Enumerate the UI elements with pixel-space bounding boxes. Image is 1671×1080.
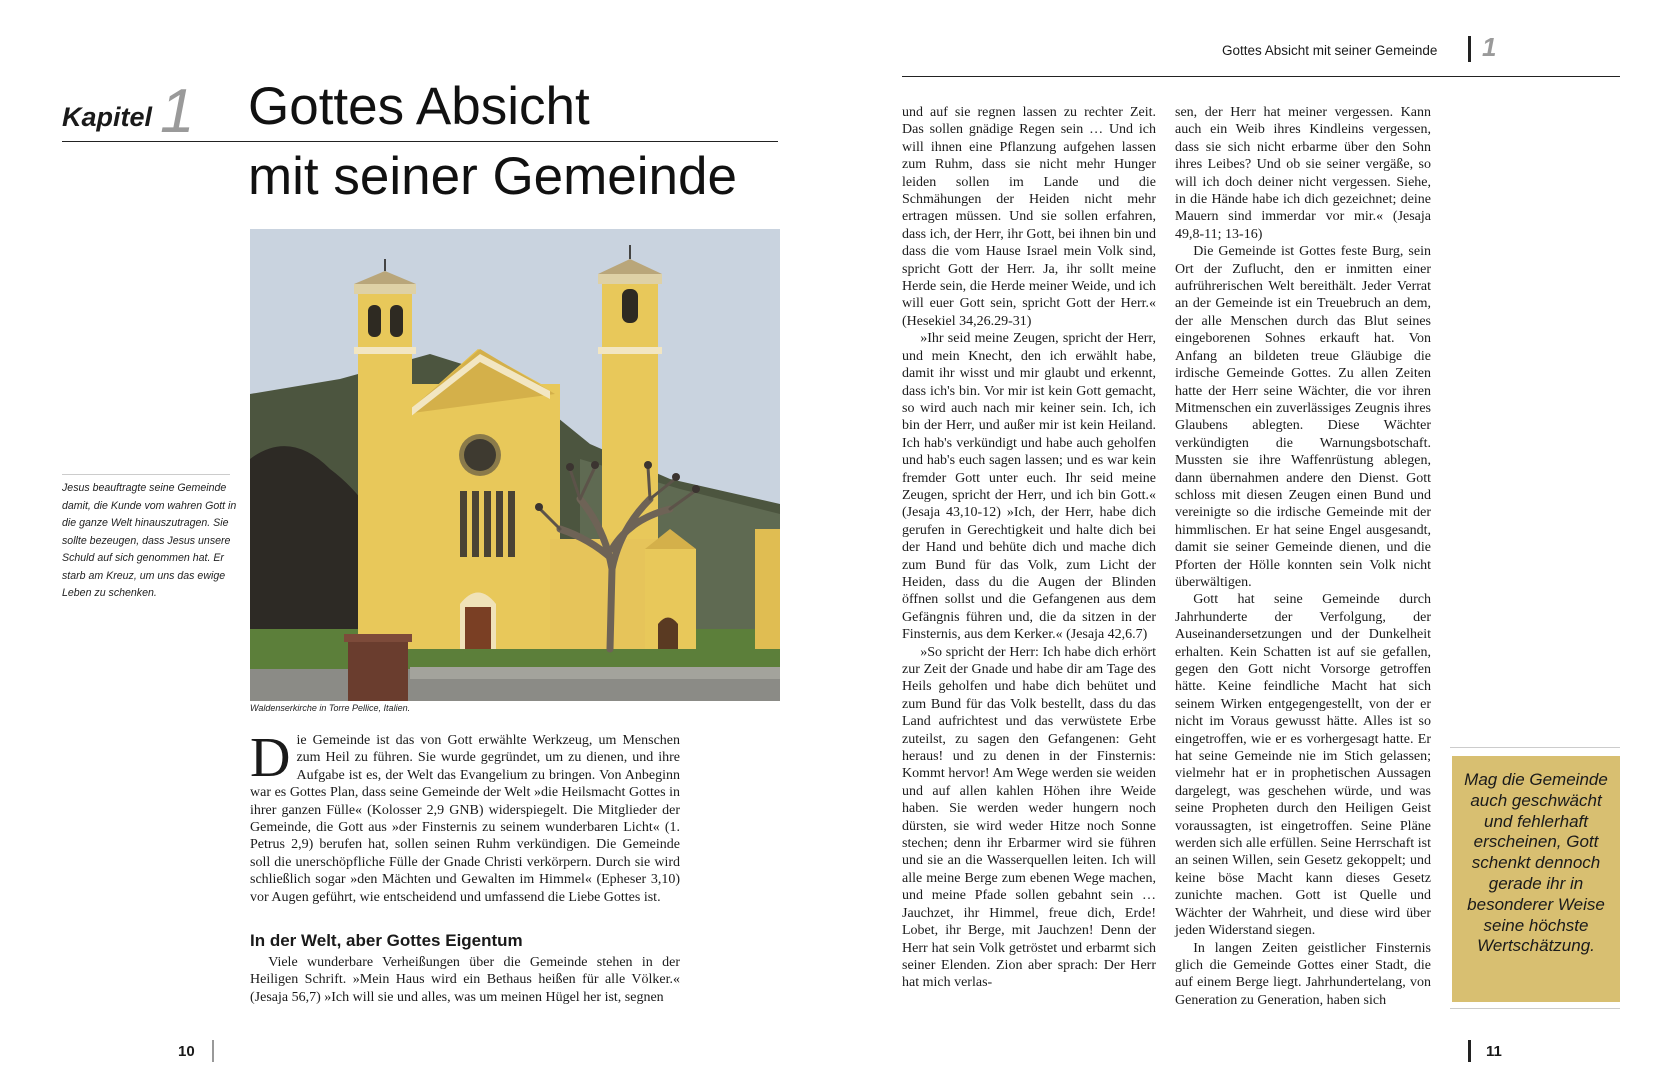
column-paragraph: In langen Zeiten geistlicher Finsternis glich die Gemeinde Gottes einer Stadt, die auf einem Berge liegt. Jahrhundertelang, von Generation zu Generation, haben sich	[1175, 940, 1431, 1008]
drop-cap: D	[250, 727, 291, 789]
column-paragraph: sen, der Herr hat meiner vergessen. Kann auch ein Weib ihres Kindleins vergessen, dass sie sich nicht erbarme über den Sohn ihres Leibes? Und ob sie seiner vergäße, so will ich doch deiner nicht vergessen. Siehe, in die Hände habe ich dich gezeichnet; deine Mauern sind immerdar vor mir.« (Jesaja 49,8-11; 13-16)	[1175, 105, 1431, 242]
running-head: Gottes Absicht mit seiner Gemeinde	[1222, 43, 1438, 58]
church-photo	[250, 229, 780, 701]
side-caption: Jesus beauftragte seine Gemeinde damit, die Kunde vom wahren Gott in die ganze Welt hinauszutragen. Sie sollte bezeugen, dass Jesus unsere Schuld auf sich genommen hat. Er starb am Kreuz, um uns das ewige Leben zu schenken.	[62, 482, 237, 599]
column-paragraph: Gott hat seine Gemeinde durch Jahrhunderte der Verfolgung, der Auseinandersetzungen und der Dunkelheit erhalten. Kein Schatten ist auf sie gefallen, gegen den Gott nicht Vorsorge getroffen hätte. Keine feindliche Macht hat sich seinem Wirken entgegengestellt, von der er nicht im Voraus gewusst hätte. Alles ist so eingetroffen, wie er es vorhergesagt hatte. Er hat seine Gemeinde nie im Stich gelassen; vielmehr hat er in prophetischen Aussagen dargelegt, was geschehen würde, und was seine Propheten durch den Heiligen Geist voraussagten, ist eingetroffen. Seine Pläne werden sich alle erfüllen. Seine Herrschaft ist an seinen Willen, sein Gesetz gekoppelt; und keine böse Macht kann dieses Gesetz zunichte machen. Gott ist Quelle und Wächter der Wahrheit, und diese wird über jeden Widerstand siegen.	[1175, 592, 1431, 939]
title-line-1: Gottes Absicht	[248, 77, 590, 136]
column-paragraph: »So spricht der Herr: Ich habe dich erhört zur Zeit der Gnade und habe dir am Tage des Heils geholfen und habe dich behütet und zum Bund für das Volk bestellt, dass du das Land aufrichtest und das verwüstete Erbe zuteilst, zu sagen den Gefangenen: Geht heraus! und zu denen in der Finsternis: Kommt hervor! Am Wege werden sie weiden und auf allen kahlen Höhen ihre Weide haben. Sie werden weder hungern noch dürsten, sie wird weder Hitze noch Sonne stechen; denn ihr Erbarmer wird sie führen und sie an die Wasserquellen leiten. Ich will alle meine Berge zum ebenen Wege machen, und meine Pfade sollen gebahnt sein … Jauchzet, ihr Himmel, freue dich, Erde! Lobet, ihr Berge, mit Jauchzen! Denn der Herr hat sein Volk getröstet und erbarmt sich seiner Elenden. Zion aber sprach: Der Herr hat mich verlas-	[902, 644, 1156, 991]
chapter-title	[248, 72, 737, 212]
column-paragraph: »Ihr seid meine Zeugen, spricht der Herr, und mein Knecht, den ich erwählt habe, damit ihr wisst und mir glaubt und erkennt, dass ich's bin. Vor mir ist kein Gott gemacht, so wird auch nach mir keiner sein. Ich, ich bin der Herr, und außer mir ist kein Heiland. Ich hab's verkündigt und habe auch geholfen und hab's euch sagen lassen; und es war kein fremder Gott unter euch. Ihr seid meine Zeugen, spricht der Herr, und ich bin Gott.« (Jesaja 43,10-12) »Ich, der Herr, habe dich gerufen in Gerechtigkeit und halte dich bei der Hand und behüte dich und mache dich zum Bund für das Volk, zum Licht der Heiden, dass du die Augen der Blinden öffnen sollst und die Gefangenen aus dem Gefängnis führen und, die da sitzen in der Finsternis, aus dem Kerker.« (Jesaja 42,6.7)	[902, 331, 1156, 643]
section-paragraph: Viele wunderbare Verheißungen über die Gemeinde stehen in der Heiligen Schrift. »Mein Haus wird ein Bethaus heißen für alle Völker.« (Jesaja 56,7) »Ich will sie und alles, was um meinen Hügel her ist, segnen	[250, 955, 680, 1005]
section-heading: In der Welt, aber Gottes Eigentum	[250, 931, 523, 950]
chapter-label	[62, 70, 195, 146]
column-paragraph: und auf sie regnen lassen zu rechter Zeit. Das sollen gnädige Regen sein … Und ich will ihnen eine Pflanzung aufgehen lassen zum Ruhm, dass sie nicht mehr Hunger leiden sollen im Lande und die Schmähungen der Heiden nicht mehr ertragen müssen. Und sie sollen erfahren, dass ich, der Herr, ihr Gott, bei ihnen bin und dass die vom Hause Israel mein Volk sind, spricht Gott der Herr. Ja, ihr sollt meine Herde sein, die Herde meiner Weide, und ich will euer Gott sein, spricht Gott der Herr.« (Hesekiel 34,26.29-31)	[902, 105, 1156, 329]
chapter-number: 1	[160, 77, 195, 146]
page-number-right: 11	[1486, 1043, 1502, 1060]
pull-quote-box	[1452, 756, 1620, 1002]
column-paragraph: Die Gemeinde ist Gottes feste Burg, sein Ort der Zuflucht, den er inmitten einer aufrührerischen Welt bereithält. Jeder Verrat an der Gemeinde ist ein Treuebruch an dem, der alle Menschen durch das Blut seines eingeborenen Sohnes erkauft hat. Von Anfang an bildeten treue Gläubige die irdische Gemeinde Gottes. Zu allen Zeiten hatte der Herr seine Wächter, die vor ihren Mitmenschen ein zuverlässiges Zeugnis ihres Glaubens ablegten. Diese Wächter verkündigten die Warnungsbotschaft. Mussten sie ihre Waffenrüstung ablegen, dann übernahmen andere den Dienst. Gott schloss mit diesen Zeugen einen Bund und vereinigte so die irdische Gemeinde mit der himmlischen. Er hat seine Engel ausgesandt, damit sie seiner Gemeinde dienen, und die Pforten der Hölle konnten sein Volk nicht überwältigen.	[1175, 244, 1431, 590]
running-head-chapter-number: 1	[1482, 32, 1497, 62]
text-column-2	[1175, 104, 1431, 1009]
chapter-word: Kapitel	[62, 102, 153, 132]
callout-rule-bottom	[1450, 1008, 1620, 1009]
section-body	[250, 954, 680, 1006]
text-column-1	[902, 104, 1156, 992]
pull-quote-text: Mag die Gemeinde auch geschwächt und fehlerhaft erscheinen, Gott schenkt dennoch gerade ihr in besonderer Weise seine höchste Wertschätzung.	[1464, 770, 1608, 956]
intro-paragraph	[250, 727, 680, 906]
callout-rule-top	[1450, 747, 1620, 748]
page-number-bar-right	[1468, 1040, 1471, 1062]
photo-caption: Waldenserkirche in Torre Pellice, Italien.	[250, 703, 411, 713]
page-number-left: 10	[178, 1043, 195, 1060]
title-rule	[62, 141, 778, 142]
intro-text: ie Gemeinde ist das von Gott erwählte Werkzeug, um Menschen zum Heil zu führen. Sie wurde gegründet, um zu dienen, und ihre Aufgabe ist es, der Welt das Evangelium zu bringen. Von Anbeginn war es Gottes Plan, dass seine Gemeinde der Welt »die Heilsmacht Gottes in ihrer ganzen Fülle« (Kolosser 2,9 GNB) widerspiegelt. Die Mitglieder der Gemeinde, die Gott aus »der Finsternis zu seinem wunderbaren Licht« (1. Petrus 2,9) berufen hat, sollen seinen Ruhm verkündigen. Die Gemeinde soll die unerschöpfliche Fülle der Gnade Christi verkörpern. Durch sie wird schließlich sogar »den Mächten und Gewalten im Himmel« (Epheser 3,10) vor Augen geführt, wie entscheidend und umfassend die Liebe Gottes ist.	[250, 733, 680, 905]
header-rule	[902, 76, 1620, 77]
title-line-2: mit seiner Gemeinde	[248, 147, 737, 206]
side-caption-rule	[62, 474, 230, 475]
running-head-bar	[1468, 36, 1471, 62]
page-number-bar-left	[212, 1040, 214, 1062]
